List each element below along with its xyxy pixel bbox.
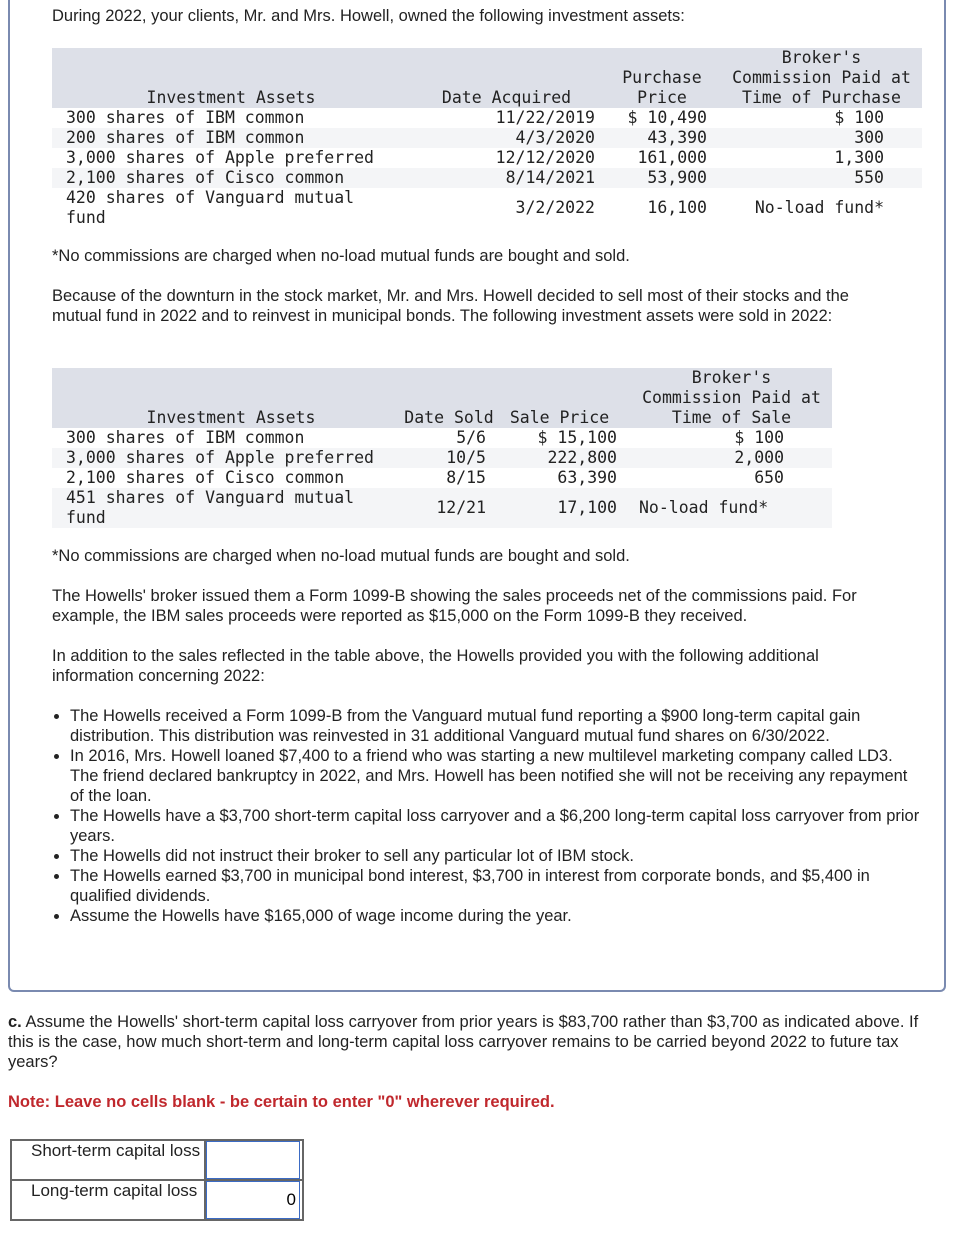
answer-cell xyxy=(205,1140,303,1180)
col-header: Investment Assets xyxy=(52,368,404,428)
table-row xyxy=(52,108,922,128)
cell: 200 shares of IBM common xyxy=(52,128,404,148)
cell: 1,300 xyxy=(715,148,922,168)
label-text: Long-term capital loss xyxy=(31,1181,198,1200)
col-header: Broker's Commission Paid at Time of Sale xyxy=(625,368,832,428)
cell: 63,390 xyxy=(494,468,625,488)
cell: $ 15,100 xyxy=(494,428,625,448)
cell: 17,100 xyxy=(494,488,625,528)
owned-assets-table xyxy=(52,48,922,228)
footnote: *No commissions are charged when no-load mutual funds are bought and sold. xyxy=(52,547,630,565)
cell: 420 shares of Vanguard mutual fund xyxy=(52,188,404,228)
answer-row xyxy=(11,1180,303,1220)
col-header: Broker's Commission Paid at Time of Purchase xyxy=(715,48,922,108)
table-row xyxy=(52,188,922,228)
cell: $ 100 xyxy=(625,428,832,448)
cell: 12/12/2020 xyxy=(404,148,603,168)
table-row xyxy=(52,428,832,448)
cell: 2,000 xyxy=(625,448,832,468)
cell: No-load fund* xyxy=(715,188,922,228)
table-row xyxy=(52,488,832,528)
cell: 550 xyxy=(715,168,922,188)
list-item: • The Howells did not instruct their broker to sell any particular lot of IBM stock. xyxy=(70,846,920,866)
list-item: • The Howells received a Form 1099-B from the Vanguard mutual fund reporting a $900 long-term capital gain distribution. This distribution was reinvested in 31 additional Vanguard mutual fund shares on 6/30/2022. xyxy=(70,706,920,746)
col-header: Investment Assets xyxy=(52,48,404,108)
list-item: • Assume the Howells have $165,000 of wage income during the year. xyxy=(70,906,920,926)
cell: 8/14/2021 xyxy=(404,168,603,188)
label-text: Short-term capital loss xyxy=(31,1141,201,1160)
cell: 2,100 shares of Cisco common xyxy=(52,468,404,488)
question-body: Assume the Howells' short-term capital loss carryover from prior years is $83,700 rather than $3,700 as indicated above. If this is the case, how much short-term and long-term capital loss carryover remains to be carried beyond 2022 to future tax years? xyxy=(8,1013,919,1071)
cell: 11/22/2019 xyxy=(404,108,603,128)
col-header: Purchase Price xyxy=(603,48,715,108)
cell: 650 xyxy=(625,468,832,488)
intro-text: During 2022, your clients, Mr. and Mrs. Howell, owned the following investment assets: xyxy=(52,7,685,25)
table-row xyxy=(52,148,922,168)
answer-row xyxy=(11,1140,303,1180)
cell: 161,000 xyxy=(603,148,715,168)
cell: 5/6 xyxy=(404,428,494,448)
instruction-note: Note: Leave no cells blank - be certain to enter "0" wherever required. xyxy=(8,1093,555,1111)
cell: 2,100 shares of Cisco common xyxy=(52,168,404,188)
cell: 300 xyxy=(715,128,922,148)
cell: 222,800 xyxy=(494,448,625,468)
cell: 3,000 shares of Apple preferred xyxy=(52,448,404,468)
table-row xyxy=(52,468,832,488)
cell: $ 100 xyxy=(715,108,922,128)
paragraph: Because of the downturn in the stock market, Mr. and Mrs. Howell decided to sell most of their stocks and the mutual fund in 2022 and to reinvest in municipal bonds. The following investment assets were sold in 2022: xyxy=(52,287,849,325)
table-row xyxy=(52,168,922,188)
col-header: Date Sold xyxy=(404,368,494,428)
cell: 3,000 shares of Apple preferred xyxy=(52,148,404,168)
long-term-capital-loss-input[interactable] xyxy=(206,1181,300,1219)
answer-cell xyxy=(205,1180,303,1220)
cell: 300 shares of IBM common xyxy=(52,428,404,448)
cell: 8/15 xyxy=(404,468,494,488)
cell: 451 shares of Vanguard mutual fund xyxy=(52,488,404,528)
cell: 12/21 xyxy=(404,488,494,528)
col-header: Sale Price xyxy=(494,368,625,428)
table-row xyxy=(52,128,922,148)
sold-assets-table xyxy=(52,368,832,528)
cell: $ 10,490 xyxy=(603,108,715,128)
paragraph: In addition to the sales reflected in the table above, the Howells provided you with the following additional information concerning 2022: xyxy=(52,647,819,685)
additional-info-list xyxy=(52,706,920,926)
cell: 43,390 xyxy=(603,128,715,148)
answer-label xyxy=(11,1180,205,1220)
list-item: • The Howells have a $3,700 short-term capital loss carryover and a $6,200 long-term capital loss carryover from prior years. xyxy=(70,806,920,846)
cell: 10/5 xyxy=(404,448,494,468)
question-label: c. xyxy=(8,1013,22,1031)
answer-label xyxy=(11,1140,205,1180)
paragraph: The Howells' broker issued them a Form 1099-B showing the sales proceeds net of the commissions paid. For example, the IBM sales proceeds were reported as $15,000 on the Form 1099-B they received. xyxy=(52,587,857,625)
cell: 3/2/2022 xyxy=(404,188,603,228)
footnote: *No commissions are charged when no-load mutual funds are bought and sold. xyxy=(52,247,630,265)
list-item: • The Howells earned $3,700 in municipal bond interest, $3,700 in interest from corporate bonds, and $5,400 in qualified dividends. xyxy=(70,866,920,906)
cell: 53,900 xyxy=(603,168,715,188)
answer-table xyxy=(10,1139,304,1221)
table-row xyxy=(52,448,832,468)
cell: No-load fund* xyxy=(625,488,832,528)
col-header: Date Acquired xyxy=(404,48,603,108)
cell: 4/3/2020 xyxy=(404,128,603,148)
cell: 300 shares of IBM common xyxy=(52,108,404,128)
cell: 16,100 xyxy=(603,188,715,228)
short-term-capital-loss-input[interactable] xyxy=(206,1141,300,1179)
question-text xyxy=(8,1012,948,1072)
list-item: • In 2016, Mrs. Howell loaned $7,400 to a friend who was starting a new multilevel marketing company called LD3. The friend declared bankruptcy in 2022, and Mrs. Howell has been notified she will not be receiving any repayment of the loan. xyxy=(70,746,920,806)
